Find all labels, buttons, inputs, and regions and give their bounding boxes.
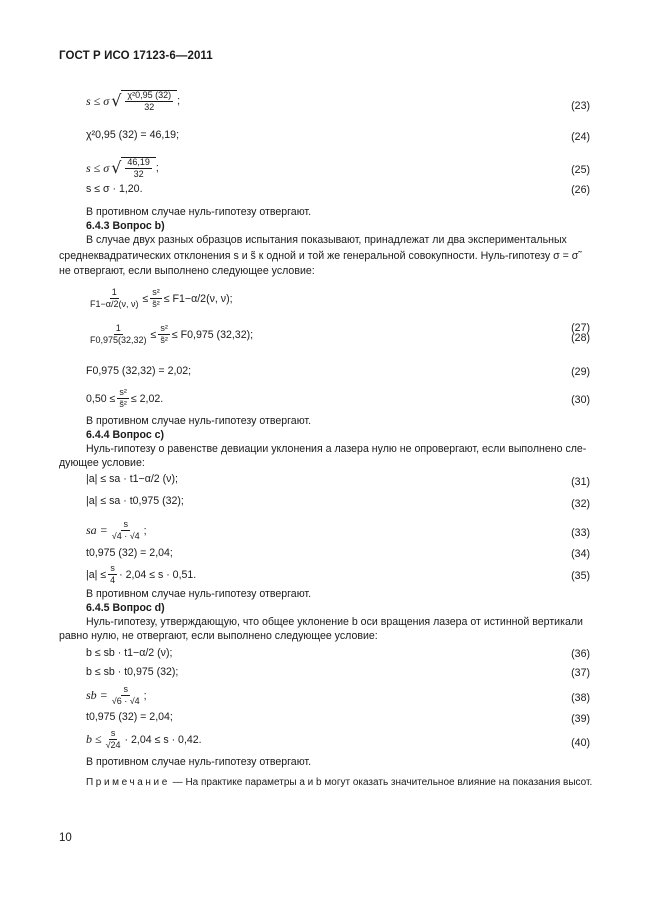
equation-40	[86, 729, 202, 750]
paragraph-b-line2: среднеквадратических отклонения s и s̃ к одной и той же генеральной совокупности. Нуль-гипотезу σ = σ̃	[59, 250, 579, 262]
eq28-frac-num: 1	[115, 323, 121, 333]
equation-31: |a| ≤ sa · t1−α/2 (ν);	[86, 473, 178, 485]
eq-number-40: (40)	[571, 737, 590, 749]
eq23-lhs: s ≤ σ	[86, 93, 110, 108]
eq-number-34: (34)	[571, 548, 590, 560]
eq33-frac-den: √4 · √4	[111, 531, 140, 541]
eq23-radnum: χ²0,95 (32)	[127, 90, 172, 100]
eq-number-23: (23)	[571, 100, 590, 112]
equation-34: t0,975 (32) = 2,04;	[86, 547, 173, 559]
note-label: Примечание	[86, 777, 170, 788]
eq40-lhs: b ≤	[86, 732, 102, 746]
eq27-ratio-num: s²	[152, 287, 160, 297]
document-header: ГОСТ Р ИСО 17123-6—2011	[59, 50, 213, 62]
eq23-sqrt: √ $\frac{\text{χ²0,95 (32)}}{32}$	[111, 90, 177, 112]
section-heading-6-4-4: 6.4.4 Вопрос c)	[86, 429, 165, 441]
eq33-tail: ;	[143, 524, 147, 537]
eq-number-37: (37)	[571, 667, 590, 679]
eq40-frac-num: s	[110, 728, 116, 738]
equation-25	[86, 157, 159, 179]
eq-number-27: (27)	[571, 322, 590, 334]
eq38-frac-num: s	[123, 684, 128, 694]
paragraph-c-line2: дующее условие:	[59, 457, 145, 469]
note-text: — На практике параметры a и b могут оказать значительное влияние на показания высот.	[172, 777, 593, 788]
equation-35	[86, 564, 196, 585]
eq-number-29: (29)	[571, 366, 590, 378]
equation-39: t0,975 (32) = 2,04;	[86, 711, 173, 723]
equation-23	[86, 90, 180, 112]
eq28-mid: ≤	[150, 328, 157, 341]
eq38-frac-den: √6 · √4	[111, 696, 140, 706]
eq25-lhs: s ≤ σ	[86, 160, 110, 175]
eq27-ratio-den: s̃²	[152, 299, 160, 309]
eq28-frac-den: F0,975(32,32)	[90, 335, 147, 345]
eq33-lhs: sa =	[86, 523, 108, 537]
equation-32: |a| ≤ sa · t0,975 (32);	[86, 495, 184, 507]
eq23-tail: ;	[177, 95, 181, 107]
eq23-radden: 32	[144, 102, 155, 112]
eq35-lhs: |a| ≤	[86, 568, 107, 581]
eq35-frac-num: s	[110, 563, 115, 573]
eq38-lhs: sb =	[86, 688, 108, 702]
eq27-frac-den: F1−α/2(ν, ν)	[90, 299, 139, 309]
eq30-ratio-num: s²	[119, 387, 127, 397]
note	[86, 777, 592, 788]
equation-24: χ²0,95 (32) = 46,19;	[86, 129, 180, 141]
eq25-sqrt: √ $\frac{46,19}{32}$	[111, 157, 156, 179]
paragraph-d-line1: Нуль-гипотезу, утверждающую, что общее уклонение b оси вращения лазера от истинной вертикали	[86, 616, 583, 628]
equation-30	[86, 388, 163, 409]
eq-number-24: (24)	[571, 131, 590, 143]
equation-36: b ≤ sb · t1−α/2 (ν);	[86, 647, 173, 659]
equation-28	[86, 324, 253, 345]
paragraph-reject-3: В противном случае нуль-гипотезу отвергают.	[86, 588, 312, 600]
equation-38	[86, 685, 147, 706]
equation-33	[86, 520, 147, 541]
eq-number-32: (32)	[571, 498, 590, 510]
eq33-frac-num: s	[123, 519, 128, 529]
section-heading-6-4-3: 6.4.3 Вопрос b)	[86, 220, 165, 232]
section-heading-6-4-5: 6.4.5 Вопрос d)	[86, 602, 165, 614]
eq27-mid: ≤	[142, 292, 149, 305]
eq30-lhs: 0,50 ≤	[86, 392, 116, 405]
paragraph-b-line3: не отвергают, если выполнено следующее условие:	[59, 265, 315, 277]
eq40-rhs: · 2,04 ≤ s · 0,42.	[124, 733, 202, 746]
paragraph-d-line2: равно нулю, не отвергают, если выполнено следующее условие:	[59, 630, 378, 642]
eq25-radnum: 46,19	[127, 157, 150, 167]
eq27-frac-num: 1	[111, 287, 117, 297]
eq28-ratio-num: s²	[160, 323, 168, 333]
equation-26: s ≤ σ · 1,20.	[86, 183, 143, 195]
equation-29: F0,975 (32,32) = 2,02;	[86, 365, 192, 377]
eq35-rhs: · 2,04 ≤ s · 0,51.	[119, 568, 197, 581]
eq-number-36: (36)	[571, 648, 590, 660]
eq25-tail: ;	[155, 162, 159, 174]
eq28-rhs: ≤ F0,975 (32,32);	[171, 328, 254, 341]
eq27-rhs: ≤ F1−α/2(ν, ν);	[163, 292, 233, 305]
eq-number-30: (30)	[571, 394, 590, 406]
paragraph-reject-4: В противном случае нуль-гипотезу отвергают.	[86, 756, 312, 768]
eq25-radden: 32	[133, 169, 144, 179]
eq35-frac-den: 4	[110, 575, 116, 585]
paragraph-reject-1: В противном случае нуль-гипотезу отвергают.	[86, 206, 312, 218]
page-number: 10	[59, 832, 72, 844]
eq-number-33: (33)	[571, 527, 590, 539]
paragraph-b-line1: В случае двух разных образцов испытания показывают, принадлежат ли два экспериментальных	[86, 234, 567, 246]
eq30-rhs: ≤ 2,02.	[130, 392, 164, 405]
eq-number-38: (38)	[571, 692, 590, 704]
eq30-ratio-den: s̃²	[119, 399, 127, 409]
paragraph-reject-2: В противном случае нуль-гипотезу отвергают.	[86, 415, 312, 427]
equation-37: b ≤ sb · t0,975 (32);	[86, 666, 179, 678]
paragraph-c-line1: Нуль-гипотезу о равенстве девиации уклонения a лазера нулю не опровергают, если выполнено сле-	[86, 443, 587, 455]
equation-27	[86, 288, 233, 309]
eq-number-25: (25)	[571, 164, 590, 176]
eq-number-35: (35)	[571, 570, 590, 582]
eq-number-31: (31)	[571, 476, 590, 488]
eq-number-39: (39)	[571, 713, 590, 725]
eq-number-28: (28)	[571, 332, 590, 344]
eq-number-26: (26)	[571, 184, 590, 196]
eq28-ratio-den: s̃²	[160, 335, 168, 345]
eq38-tail: ;	[143, 689, 147, 702]
eq40-frac-den: √24	[105, 740, 121, 750]
